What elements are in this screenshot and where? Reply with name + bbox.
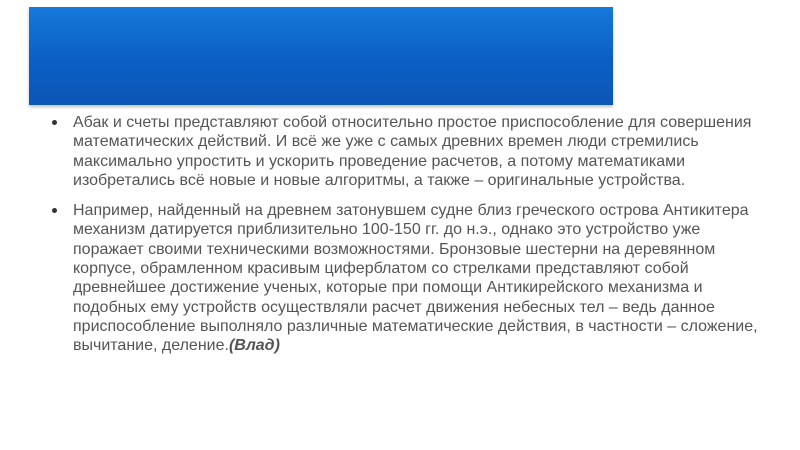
bullet-body: Например, найденный на древнем затонувшем судне близ греческого острова Антикитера механизм датируется приблизительно 100-150 гг. до н.э., однако это устройство уже поражает своими техническими возможностями. Бронзовые шестерни на деревянном корпусе, обрамленном красивым циферблатом со стрелками представляют собой древнейшее достижение ученых, которые при помощи Антикирейского механизма и подобных ему устройств осуществляли расчет движения небесных тел – ведь данное приспособление выполняло различные математические действия, в частности – сложение, вычитание, деление.: [73, 202, 758, 355]
author-signature: (Влад): [228, 337, 280, 355]
title-banner: [29, 7, 613, 105]
bullet-dot-icon: [52, 120, 57, 125]
bullet-item: [52, 201, 772, 355]
bullet-text: [73, 201, 772, 355]
bullet-item: [52, 113, 772, 190]
bullet-text: Абак и счеты представляют собой относительно простое приспособление для совершения математических действий. И всё же уже с самых древних времен люди стремились максимально упростить и ускорить проведение расчетов, а потому математиками изобретались всё новые и новые алгоритмы, а также – оригинальные устройства.: [73, 114, 752, 189]
slide-content: [52, 113, 772, 367]
bullet-dot-icon: [52, 208, 57, 213]
